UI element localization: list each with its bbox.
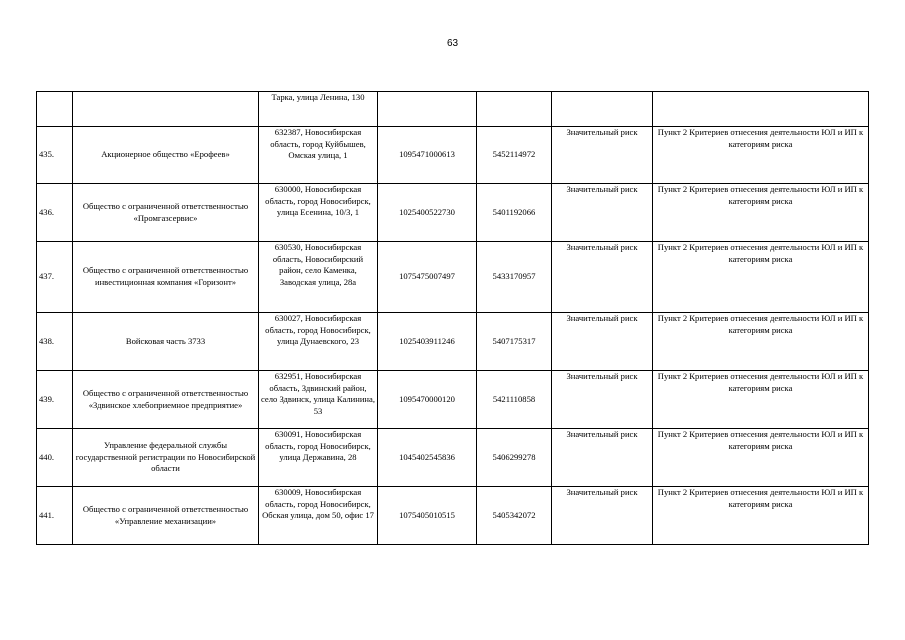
risk-category-cell: Значительный риск bbox=[552, 371, 653, 429]
inn-cell: 5421110858 bbox=[477, 371, 552, 429]
ogrn-cell: 1075405010515 bbox=[378, 487, 477, 545]
basis-cell: Пункт 2 Критериев отнесения деятельности ЮЛ и ИП к категориям риска bbox=[653, 242, 869, 313]
organization-name-cell: Управление федеральной службы государственной регистрации по Новосибирской области bbox=[73, 429, 259, 487]
basis-cell bbox=[653, 92, 869, 127]
ogrn-cell: 1095470000120 bbox=[378, 371, 477, 429]
table-row bbox=[37, 127, 869, 184]
address-cell: 630000, Новосибирская область, город Новосибирск, улица Есенина, 10/3, 1 bbox=[259, 184, 378, 242]
ogrn-cell: 1095471000613 bbox=[378, 127, 477, 184]
address-cell: 630530, Новосибирская область, Новосибирский район, село Каменка, Заводская улица, 28а bbox=[259, 242, 378, 313]
address-cell: Тарка, улица Ленина, 130 bbox=[259, 92, 378, 127]
risk-category-cell: Значительный риск bbox=[552, 127, 653, 184]
row-number-cell: 441. bbox=[37, 487, 73, 545]
table-row bbox=[37, 313, 869, 371]
organization-name-cell: Общество с ограниченной ответственностью «Управление механизации» bbox=[73, 487, 259, 545]
address-cell: 632387, Новосибирская область, город Куйбышев, Омская улица, 1 bbox=[259, 127, 378, 184]
ogrn-cell: 1025403911246 bbox=[378, 313, 477, 371]
continuation-row bbox=[37, 92, 869, 127]
row-number-cell: 439. bbox=[37, 371, 73, 429]
basis-cell: Пункт 2 Критериев отнесения деятельности ЮЛ и ИП к категориям риска bbox=[653, 184, 869, 242]
row-number-cell: 437. bbox=[37, 242, 73, 313]
inn-cell: 5407175317 bbox=[477, 313, 552, 371]
risk-category-cell: Значительный риск bbox=[552, 313, 653, 371]
basis-cell: Пункт 2 Критериев отнесения деятельности ЮЛ и ИП к категориям риска bbox=[653, 371, 869, 429]
risk-category-cell: Значительный риск bbox=[552, 242, 653, 313]
inn-cell: 5406299278 bbox=[477, 429, 552, 487]
table-row bbox=[37, 487, 869, 545]
organization-name-cell: Акционерное общество «Ерофеев» bbox=[73, 127, 259, 184]
ogrn-cell: 1075475007497 bbox=[378, 242, 477, 313]
inn-cell: 5405342072 bbox=[477, 487, 552, 545]
ogrn-cell: 1025400522730 bbox=[378, 184, 477, 242]
table-row bbox=[37, 429, 869, 487]
organization-name-cell: Общество с ограниченной ответственностью «Здвинское хлебоприемное предприятие» bbox=[73, 371, 259, 429]
inn-cell bbox=[477, 92, 552, 127]
basis-cell: Пункт 2 Критериев отнесения деятельности ЮЛ и ИП к категориям риска bbox=[653, 487, 869, 545]
basis-cell: Пункт 2 Критериев отнесения деятельности ЮЛ и ИП к категориям риска bbox=[653, 429, 869, 487]
organization-name-cell: Общество с ограниченной ответственностью «Промгазсервис» bbox=[73, 184, 259, 242]
table-row bbox=[37, 371, 869, 429]
row-number-cell: 436. bbox=[37, 184, 73, 242]
table-row bbox=[37, 184, 869, 242]
ogrn-cell bbox=[378, 92, 477, 127]
basis-cell: Пункт 2 Критериев отнесения деятельности ЮЛ и ИП к категориям риска bbox=[653, 127, 869, 184]
risk-category-cell bbox=[552, 92, 653, 127]
page-number: 63 bbox=[446, 38, 459, 49]
row-number-cell: 435. bbox=[37, 127, 73, 184]
organization-name-cell bbox=[73, 92, 259, 127]
risk-category-cell: Значительный риск bbox=[552, 184, 653, 242]
risk-category-cell: Значительный риск bbox=[552, 487, 653, 545]
risk-category-cell: Значительный риск bbox=[552, 429, 653, 487]
address-cell: 630009, Новосибирская область, город Новосибирск, Обская улица, дом 50, офис 17 bbox=[259, 487, 378, 545]
table-row bbox=[37, 242, 869, 313]
address-cell: 632951, Новосибирская область, Здвинский район, село Здвинск, улица Калинина, 53 bbox=[259, 371, 378, 429]
inn-cell: 5452114972 bbox=[477, 127, 552, 184]
row-number-cell: 438. bbox=[37, 313, 73, 371]
registry-table bbox=[36, 91, 869, 545]
ogrn-cell: 1045402545836 bbox=[378, 429, 477, 487]
row-number-cell bbox=[37, 92, 73, 127]
row-number-cell: 440. bbox=[37, 429, 73, 487]
organization-name-cell: Войсковая часть 3733 bbox=[73, 313, 259, 371]
inn-cell: 5401192066 bbox=[477, 184, 552, 242]
organization-name-cell: Общество с ограниченной ответственностью инвестиционная компания «Горизонт» bbox=[73, 242, 259, 313]
address-cell: 630027, Новосибирская область, город Новосибирск, улица Дунаевского, 23 bbox=[259, 313, 378, 371]
inn-cell: 5433170957 bbox=[477, 242, 552, 313]
basis-cell: Пункт 2 Критериев отнесения деятельности ЮЛ и ИП к категориям риска bbox=[653, 313, 869, 371]
address-cell: 630091, Новосибирская область, город Новосибирск, улица Державина, 28 bbox=[259, 429, 378, 487]
